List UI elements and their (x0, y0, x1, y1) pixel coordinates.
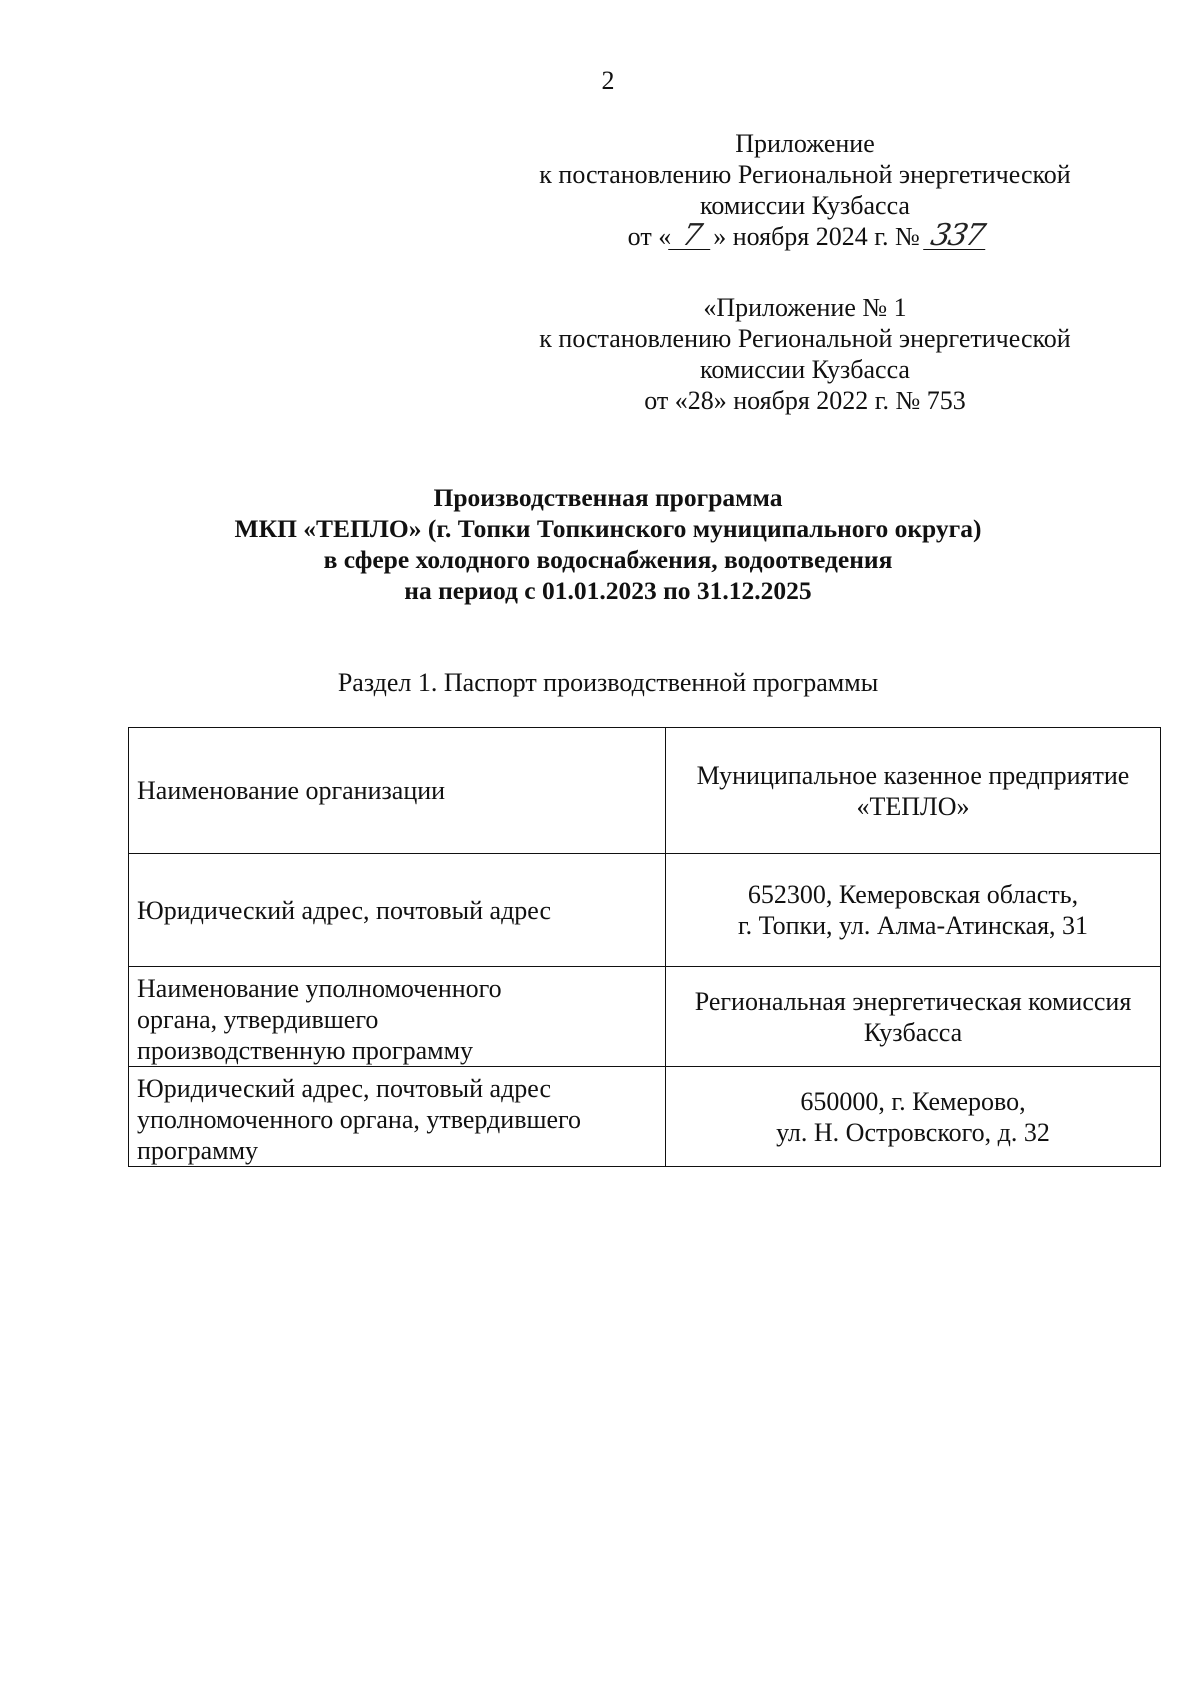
handwritten-number: 337 (923, 223, 991, 250)
appendix-header-current (490, 128, 1120, 252)
row-value-cell (666, 728, 1161, 854)
title-line: Производственная программа (433, 483, 783, 512)
label-line: программу (137, 1136, 259, 1165)
row-label-cell (129, 728, 666, 854)
title-line: в сфере холодного водоснабжения, водоотведения (323, 545, 893, 574)
row-label-cell (129, 1067, 666, 1167)
row-value-cell (666, 967, 1161, 1067)
row-label-cell (129, 967, 666, 1067)
page-number: 2 (601, 66, 615, 95)
appendix-line: к постановлению Региональной энергетической (539, 324, 1071, 353)
row-value-cell (666, 1067, 1161, 1167)
row-value-cell (666, 854, 1161, 967)
row-label-cell (129, 854, 666, 967)
title-line: на период с 01.01.2023 по 31.12.2025 (404, 576, 812, 605)
value-line: ул. Н. Островского, д. 32 (776, 1117, 1050, 1147)
section-title: Раздел 1. Паспорт производственной программы (337, 668, 879, 697)
value-line: «ТЕПЛО» (856, 791, 970, 821)
value-line: 652300, Кемеровская область, (747, 880, 1079, 909)
label-line: Юридический адрес, почтовый адрес (137, 895, 552, 925)
value-line: г. Топки, ул. Алма-Атинская, 31 (737, 911, 1089, 940)
handwritten-day: 7 (668, 223, 716, 250)
passport-table (128, 727, 1161, 1167)
label-line: органа, утвердившего (137, 1005, 379, 1034)
value-line: Региональная энергетическая комиссия (694, 986, 1132, 1016)
label-line: уполномоченного органа, утвердившего (137, 1105, 582, 1134)
appendix-date-line (490, 218, 1120, 253)
appendix-line: комиссии Кузбасса (700, 355, 910, 384)
label-line: Наименование организации (137, 776, 446, 805)
date-middle: » ноября 2024 г. № (713, 222, 920, 251)
appendix-line: от «28» ноября 2022 г. № 753 (644, 386, 966, 415)
value-line: Кузбасса (863, 1017, 963, 1047)
value-line: 650000, г. Кемерово, (800, 1086, 1026, 1116)
value-line: Муниципальное казенное предприятие (696, 760, 1130, 790)
label-line: Юридический адрес, почтовый адрес (137, 1074, 552, 1103)
appendix-line: Приложение (735, 129, 875, 158)
appendix-line: комиссии Кузбасса (700, 191, 910, 220)
table-row (129, 1067, 1161, 1167)
table-row (129, 967, 1161, 1067)
table-row (129, 854, 1161, 967)
document-title (0, 482, 1200, 606)
table-row (129, 728, 1161, 854)
appendix-line: «Приложение № 1 (703, 293, 907, 322)
label-line: производственную программу (137, 1036, 474, 1065)
title-line: МКП «ТЕПЛО» (г. Топки Топкинского муниципального округа) (234, 514, 982, 543)
appendix-header-original (490, 292, 1120, 416)
date-prefix: от « (627, 222, 672, 251)
label-line: Наименование уполномоченного (137, 974, 502, 1003)
appendix-line: к постановлению Региональной энергетической (539, 160, 1071, 189)
